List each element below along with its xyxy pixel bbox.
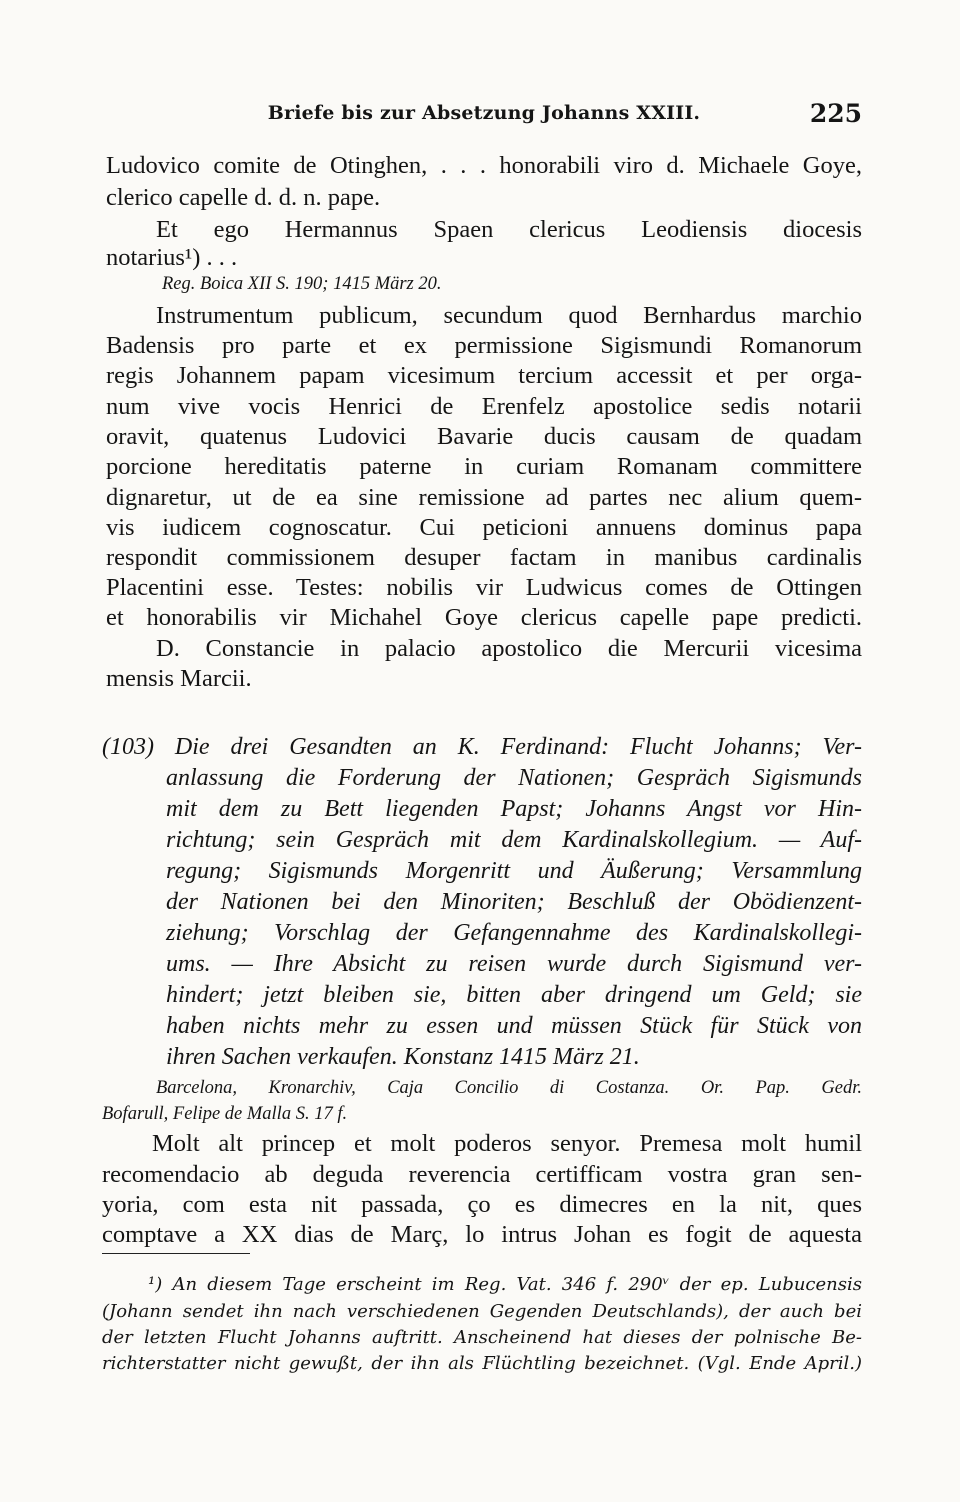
letter-line: comptave a XX dias de Març, lo intrus Johan es fogit de aquesta <box>102 1221 862 1248</box>
body-line: D. Constancie in palacio apostolico die Mercurii vicesima <box>156 635 862 662</box>
footnote-line: der letzten Flucht Johanns auftritt. Anscheinend hat dieses der polnische Be- <box>102 1327 862 1348</box>
body-line: Et ego Hermannus Spaen clericus Leodiensis diocesis <box>156 216 862 243</box>
running-title: Briefe bis zur Absetzung Johanns XXIII. <box>267 102 701 124</box>
body-line: dignaretur, ut de ea sine remissione ad partes nec alium quem- <box>106 484 862 511</box>
entry-heading-line: ziehung; Vorschlag der Gefangennahme des Kardinalskollegi- <box>166 920 862 946</box>
entry-heading-line: richtung; sein Gespräch mit dem Kardinalskollegium. — Auf- <box>166 827 862 853</box>
page-header <box>106 99 862 136</box>
body-line: Instrumentum publicum, secundum quod Bernhardus marchio <box>156 302 862 329</box>
body-line: clerico capelle d. d. n. pape. <box>106 184 381 211</box>
body-line: regis Johannem papam vicesimum tercium accessit et per orga- <box>106 362 862 389</box>
body-line: mensis Marcii. <box>106 665 252 692</box>
footnote-line: richterstatter nicht gewußt, der ihn als Flüchtling bezeichnet. (Vgl. Ende April.) <box>102 1353 862 1374</box>
letter-line: recomendacio ab deguda reverencia certifficam vostra gran sen- <box>102 1161 862 1188</box>
body-line: et honorabilis vir Michahel Goye clericus capelle pape predicti. <box>106 604 862 631</box>
entry-heading-line: ihren Sachen verkaufen. Konstanz 1415 März 21. <box>166 1044 640 1070</box>
page-number: 225 <box>809 99 862 128</box>
source-citation: Reg. Boica XII S. 190; 1415 März 20. <box>162 274 442 294</box>
entry-heading-line: haben nichts mehr zu essen und müssen Stück für Stück von <box>166 1013 862 1039</box>
entry-heading-line: (103) Die drei Gesandten an K. Ferdinand: Flucht Johanns; Ver- <box>102 734 862 760</box>
body-line: respondit commissionem desuper factam in manibus cardinalis <box>106 544 862 571</box>
source-citation: Bofarull, Felipe de Malla S. 17 f. <box>102 1104 348 1124</box>
entry-heading-line: ums. — Ihre Absicht zu reisen wurde durch Sigismund ver- <box>166 951 862 977</box>
body-line: notarius¹) . . . <box>106 244 238 271</box>
body-line: Placentini esse. Testes: nobilis vir Ludwicus comes de Ottingen <box>106 574 862 601</box>
footnote-line: ¹) An diesem Tage erscheint im Reg. Vat. 346 f. 290ᵛ der ep. Lubucensis <box>148 1274 862 1295</box>
entry-heading-line: regung; Sigismunds Morgenritt und Äußerung; Versammlung <box>166 858 862 884</box>
entry-heading-line: der Nationen bei den Minoriten; Beschluß der Obödienzent- <box>166 889 862 915</box>
entry-heading-line: anlassung die Forderung der Nationen; Gespräch Sigismunds <box>166 765 862 791</box>
footnote-line: (Johann sendet ihn nach verschiedenen Gegenden Deutschlands), der auch bei <box>102 1301 862 1322</box>
body-line: Badensis pro parte et ex permissione Sigismundi Romanorum <box>106 332 862 359</box>
letter-line: Molt alt princep et molt poderos senyor. Premesa molt humil <box>152 1130 862 1157</box>
letter-line: yoria, com esta nit passada, ço es dimecres en la nit, ques <box>102 1191 862 1218</box>
source-citation: Barcelona, Kronarchiv, Caja Concilio di Costanza. Or. Pap. Gedr. <box>156 1078 862 1098</box>
body-line: porcione hereditatis paterne in curiam Romanam committere <box>106 453 862 480</box>
body-line: num vive vocis Henrici de Erenfelz apostolice sedis notarii <box>106 393 862 420</box>
body-line: oravit, quatenus Ludovici Bavarie ducis causam de quadam <box>106 423 862 450</box>
entry-heading-line: hindert; jetzt bleiben sie, bitten aber dringend um Geld; sie <box>166 982 862 1008</box>
entry-heading-line: mit dem zu Bett liegenden Papst; Johanns Angst vor Hin- <box>166 796 862 822</box>
footnote-separator <box>102 1253 250 1254</box>
body-line: Ludovico comite de Otinghen, . . . honorabili viro d. Michaele Goye, <box>106 152 862 179</box>
body-line: vis iudicem cognoscatur. Cui peticioni annuens dominus papa <box>106 514 862 541</box>
